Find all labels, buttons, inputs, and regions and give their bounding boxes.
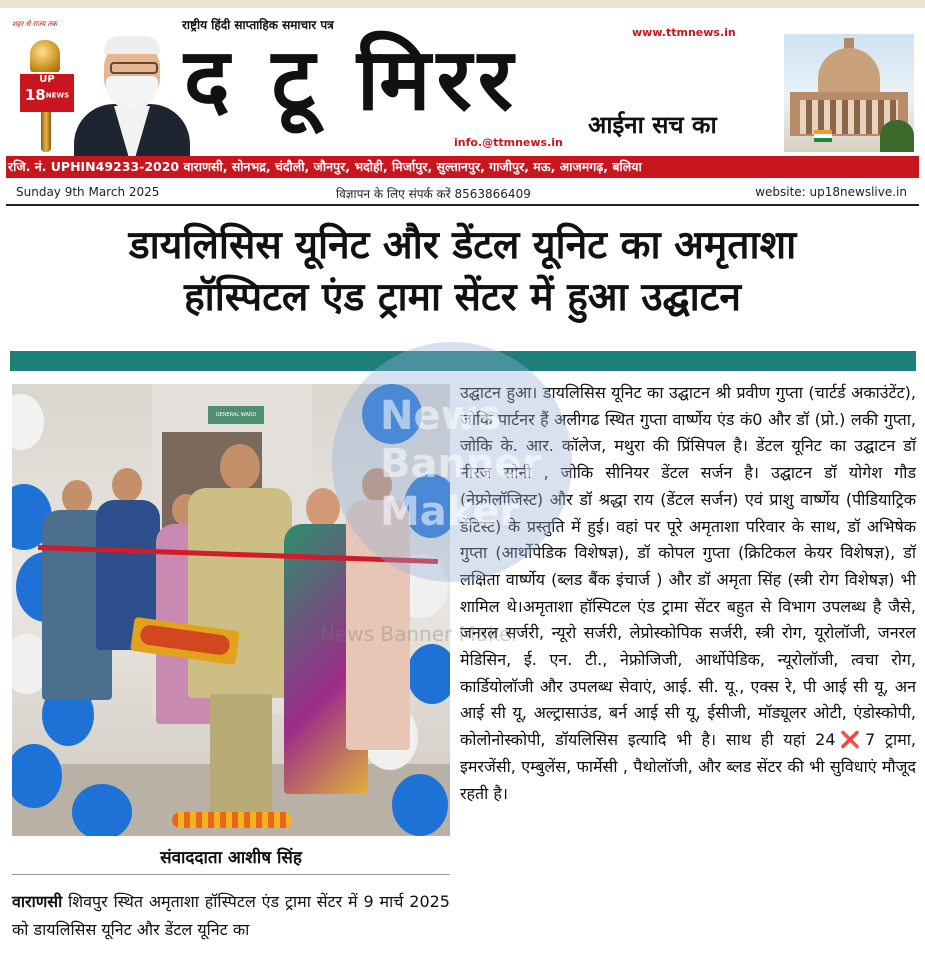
photo-caption: संवाददाता आशीष सिंह [12,842,450,875]
headline-line-1: डायलिसिस यूनिट और डेंटल यूनिट का अमृताशा [128,223,797,268]
mic-stick [41,112,51,152]
mic-head [30,40,60,74]
portrait-photo [70,32,190,156]
photo-sign: GENERAL WARD [208,406,264,424]
masthead-subtitle: राष्ट्रीय हिंदी साप्ताहिक समाचार पत्र [182,18,334,32]
headline-line-2: हॉस्पिटल एंड ट्रामा सेंटर में हुआ उद्घाटन [183,275,742,320]
masthead [6,10,919,156]
masthead-email[interactable]: info.@ttmnews.in [454,136,563,149]
info-bar [6,180,919,206]
article-lead [12,888,450,944]
issue-date: Sunday 9th March 2025 [16,185,160,199]
website-link[interactable]: website: up18newslive.in [755,185,907,199]
lead-text: शिवपुर स्थित अमृताशा हॉस्पिटल एंड ट्रामा सेंटर में 9 मार्च 2025 को डायलिसिस यूनिट और डेंटल यूनिट का [12,892,450,939]
headline [6,220,919,324]
badge-number: 18NEWS [24,86,70,104]
newspaper-title: द टू मिरर [184,30,519,130]
up18-badge [18,72,76,114]
supreme-court-icon [784,34,914,152]
top-border [0,0,925,8]
mic-tagline: शहर से राज्य तक [12,20,57,28]
masthead-website[interactable]: www.ttmnews.in [632,26,736,39]
watermark-faint: News Banner Maker [320,622,520,646]
masthead-tagline: आईना सच का [588,111,717,139]
advert-contact: विज्ञापन के लिए संपर्क करें 8563866409 [336,187,531,201]
dateline: वाराणसी [12,892,63,911]
watermark-text: News Banner Maker [380,393,542,535]
microphone-logo-icon [8,14,74,152]
article-body: उद्घाटन हुआ। डायलिसिस यूनिट का उद्घाटन श्री प्रवीण गुप्ता (चार्टर्ड अकाउंटेंट), जोकि पार्टनर हैं अलीगढ स्थित गुप्ता वार्ष्णेय एंड कं0 और डॉ (प्रो.) लकी गुप्ता, जोकि के. आर. कॉलेज, मथुरा की प्रिंसिपल है। डेंटल यूनिट का उद्घाटन डॉ नीरज सोनी , जोकि सीनियर डेंटल सर्जन है। उद्घाटन डॉ योगेश गौड (नेफ्रोलॉजिस्ट) और डॉ श्रद्धा राय (डेंटल सर्जन) एवं प्राशु वार्ष्णेय (पीडियाट्रिक डेंटिस्ट) के प्रस्तुति में हुई। वहां पर पूरे अमृताशा परिवार के साथ, डॉ अभिषेक गुप्ता (आर्थोपेडिक विशेषज्ञ), डॉ कोपल गुप्ता (क्रिटिकल केयर विशेषज्ञ), डॉ लक्षिता वार्ष्णेय (ब्लड बैंक इंचार्ज ) और डॉ अमृता सिंह (स्त्री रोग विशेषज्ञ) भी शामिल थे।अमृताशा हॉस्पिटल एंड ट्रामा सेंटर बहुत से विभाग उपलब्ध है जैसे, जनरल सर्जरी, न्यूरो सर्जरी, लेप्रोस्कोपिक सर्जरी, स्त्री रोग, यूरोलॉजी, जनरल मेडिसिन, ई. एन. टी., नेफ्रोजिजी, आर्थोपेडिक, न्यूरोलॉजी, त्वचा रोग, कार्डियोलॉजी और उपलब्ध सेवाएं, आई. सी. यू., एक्स रे, पी आई सी यू, अन आई सी यू, अल्ट्रासाउंड, बर्न आई सी यू, ईसीजी, मॉड्यूलर ओटी, एंडोस्कोपी, कोलोनोस्कोपी, डॉयलिसिस इत्यादि भी है। साथ ही यहां 24❌7 ट्रामा, इमरजेंसी, एम्बुलेंस, फार्मेसी , पैथोलॉजी, और ब्लड सेंटर की भी सुविधाएं मौजूद रहती है। [460,383,916,803]
registration-strip: रजि. नं. UPHIN49233-2020 वाराणसी, सोनभद्र, चंदौली, जौनपुर, भदोही, मिर्जापुर, सुल्तानपुर, गाजीपुर, मऊ, आजमगढ़, बलिया [6,156,919,178]
badge-up: UP [39,74,55,85]
